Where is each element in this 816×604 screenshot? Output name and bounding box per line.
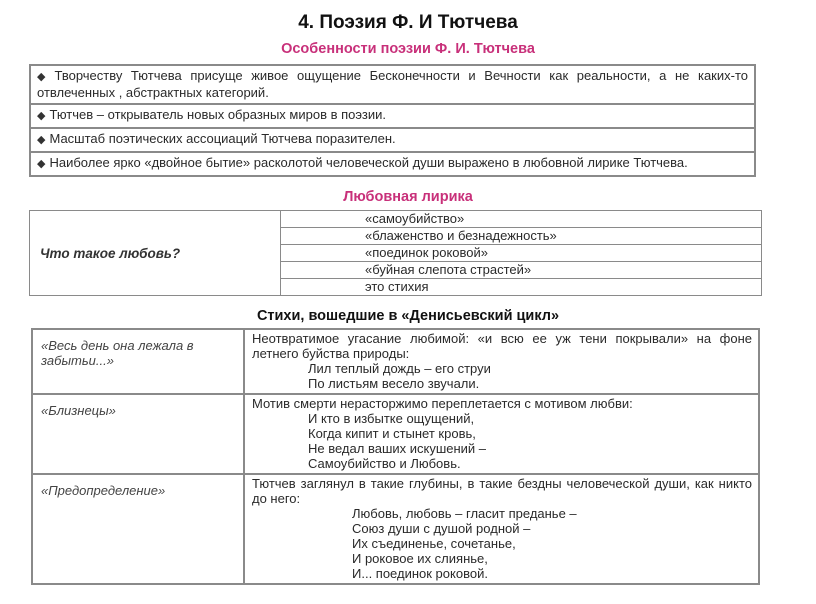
poem-description bbox=[244, 394, 759, 474]
table-row bbox=[30, 104, 755, 128]
verse-line: И роковое их слиянье, bbox=[352, 551, 488, 566]
table-row bbox=[30, 152, 755, 176]
love-answer: «буйная слепота страстей» bbox=[281, 262, 762, 279]
table-row bbox=[32, 474, 759, 584]
verse-line: Их съединенье, сочетанье, bbox=[352, 536, 516, 551]
table-row bbox=[30, 128, 755, 152]
cycle-table bbox=[31, 328, 760, 585]
table-row bbox=[32, 329, 759, 394]
table-row bbox=[32, 394, 759, 474]
love-answer: это стихия bbox=[281, 279, 762, 296]
feature-text: Наиболее ярко «двойное бытие» расколотой человеческой души выражено в любовной лирике Тютчева. bbox=[49, 155, 688, 170]
page-title: 4. Поэзия Ф. И Тютчева bbox=[298, 12, 518, 33]
verse-line: Лил теплый дождь – его струи bbox=[308, 361, 491, 376]
love-answer: «самоубийство» bbox=[281, 211, 762, 228]
poem-description bbox=[244, 329, 759, 394]
diamond-bullet-icon: ◆ bbox=[37, 158, 46, 170]
feature-text: Тютчев – открыватель новых образных миров в поэзии. bbox=[49, 107, 386, 122]
poem-description bbox=[244, 474, 759, 584]
love-heading: Любовная лирика bbox=[343, 189, 473, 205]
love-question: Что такое любовь? bbox=[30, 211, 281, 296]
feature-text: Масштаб поэтических ассоциаций Тютчева поразителен. bbox=[49, 131, 396, 146]
love-answer: «поединок роковой» bbox=[281, 245, 762, 262]
table-row bbox=[30, 211, 762, 228]
feature-text: Творчеству Тютчева присуще живое ощущение Бесконечности и Вечности как реальности, а не каких-то отвлеченных , абстрактных категорий. bbox=[37, 68, 748, 100]
verse-line: Когда кипит и стынет кровь, bbox=[308, 426, 476, 441]
cycle-heading: Стихи, вошедшие в «Денисьевский цикл» bbox=[256, 308, 560, 324]
poem-title: «Близнецы» bbox=[32, 394, 244, 474]
feature-cell bbox=[30, 128, 755, 152]
love-answer: «блаженство и безнадежность» bbox=[281, 228, 762, 245]
verse-line: Самоубийство и Любовь. bbox=[308, 456, 461, 471]
feature-cell bbox=[30, 65, 755, 104]
features-table bbox=[29, 64, 756, 177]
verse-line: И... поединок роковой. bbox=[352, 566, 488, 581]
diamond-bullet-icon: ◆ bbox=[37, 71, 51, 83]
verse-line: Не ведал ваших искушений – bbox=[308, 441, 487, 456]
verse-line: По листьям весело звучали. bbox=[308, 376, 480, 391]
poem-title: «Весь день она лежала в забытьи...» bbox=[32, 329, 244, 394]
feature-cell bbox=[30, 104, 755, 128]
features-heading: Особенности поэзии Ф. И. Тютчева bbox=[281, 41, 535, 57]
description-text: Мотив смерти нерасторжимо переплетается с мотивом любви: bbox=[252, 396, 633, 411]
verse-line: Союз души с душой родной – bbox=[352, 521, 531, 536]
table-row bbox=[30, 65, 755, 104]
description-text: Тютчев заглянул в такие глубины, в такие бездны человеческой души, как никто до него: bbox=[252, 476, 752, 506]
diamond-bullet-icon: ◆ bbox=[37, 110, 46, 122]
diamond-bullet-icon: ◆ bbox=[37, 134, 46, 146]
poem-title: «Предопределение» bbox=[32, 474, 244, 584]
verse-line: Любовь, любовь – гласит преданье – bbox=[352, 506, 577, 521]
verse-line: И кто в избытке ощущений, bbox=[308, 411, 475, 426]
description-text: Неотвратимое угасание любимой: «и всю ее уж тени покрывали» на фоне летнего буйства природы: bbox=[252, 331, 752, 361]
love-table bbox=[29, 210, 762, 296]
feature-cell bbox=[30, 152, 755, 176]
